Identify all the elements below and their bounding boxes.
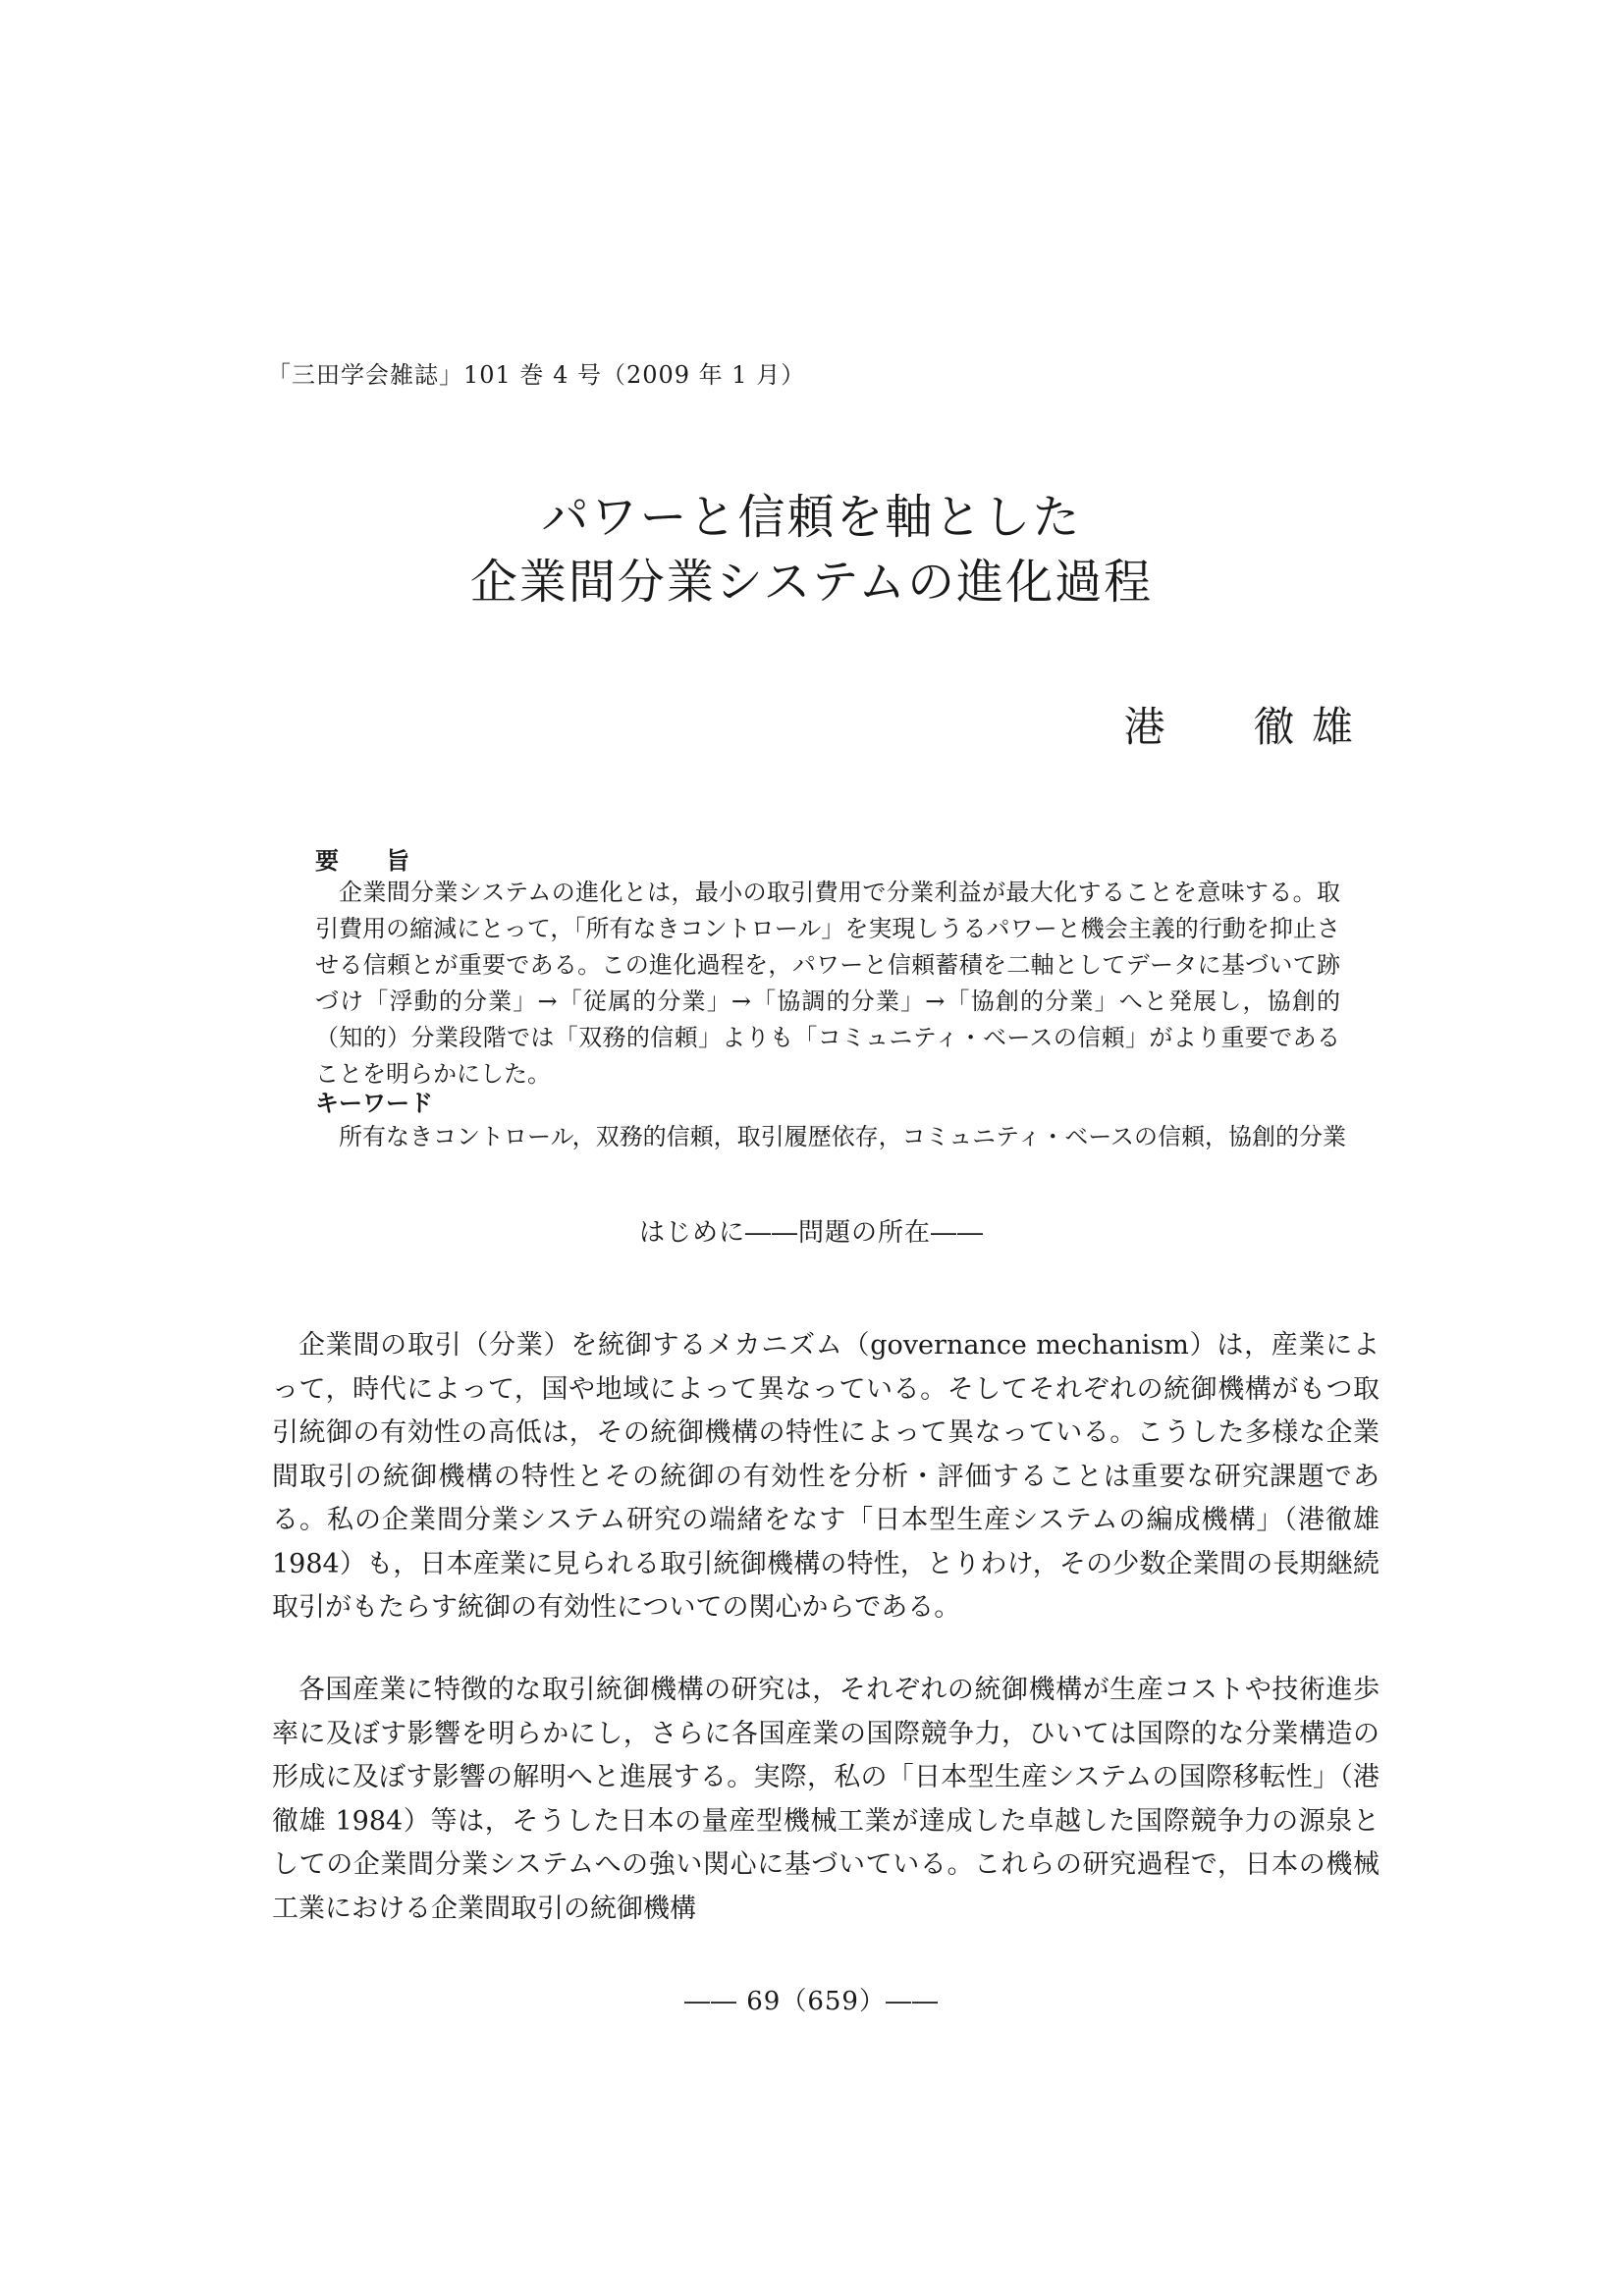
keywords-text: 所有なきコントロール，双務的信頼，取引履歴依存，コミュニティ・ベースの信頼，協創的分業	[339, 1123, 1346, 1150]
body-paragraph-1: 企業間の取引（分業）を統御するメカニズム（governance mechanism）は，産業によって，時代によって，国や地域によって異なっている。そしてそれぞれの統御機構がもつ取引統御の有効性の高低は，その統御機構の特性によって異なっている。こうした多様な企業間取引の統御機構の特性とその統御の有効性を分析・評価することは重要な研究課題である。私の企業間分業システム研究の端緒をなす「日本型生産システムの編成機構」（港徹雄 1984）も，日本産業に見られる取引統御機構の特性，とりわけ，その少数企業間の長期継続取引がもたらす統御の有効性についての関心からである。	[272, 1330, 1380, 1623]
journal-citation: 「三田学会雑誌」101 巻 4 号（2009 年 1 月）	[267, 361, 806, 389]
paper-title-line-2: 企業間分業システムの進化過程	[469, 555, 1154, 610]
page-number: ―― 69（659）――	[684, 1987, 939, 2016]
abstract-text: 企業間分業システムの進化とは，最小の取引費用で分業利益が最大化することを意味する。取引費用の縮減にとって，「所有なきコントロール」を実現しうるパワーと機会主義的行動を抑止させる信頼とが重要である。この進化過程を，パワーと信頼蓄積を二軸としてデータに基づいて跡づけ「浮動的分業」→「従属的分業」→「協調的分業」→「協創的分業」へと発展し，協創的（知的）分業段階では「双務的信頼」よりも「コミュニティ・ベースの信頼」がより重要であることを明らかにした。	[315, 879, 1340, 1088]
keywords-heading: キーワード	[315, 1089, 433, 1117]
section-heading: はじめに――問題の所在――	[638, 1218, 984, 1248]
author-name: 港 徹 雄	[1123, 703, 1355, 751]
abstract-heading: 要 旨	[315, 846, 409, 875]
body-paragraph-2: 各国産業に特徴的な取引統御機構の研究は，それぞれの統御機構が生産コストや技術進歩率に及ぼす影響を明らかにし，さらに各国産業の国際競争力，ひいては国際的な分業構造の形成に及ぼす影響の解明へと進展する。実際，私の「日本型生産システムの国際移転性」（港徹雄 1984）等は，そうした日本の量産型機械工業が達成した卓越した国際競争力の源泉としての企業間分業システムへの強い関心に基づいている。これらの研究過程で，日本の機械工業における企業間取引の統御機構	[272, 1675, 1380, 1924]
paper-title-line-1: パワーと信頼を軸とした	[541, 490, 1082, 545]
